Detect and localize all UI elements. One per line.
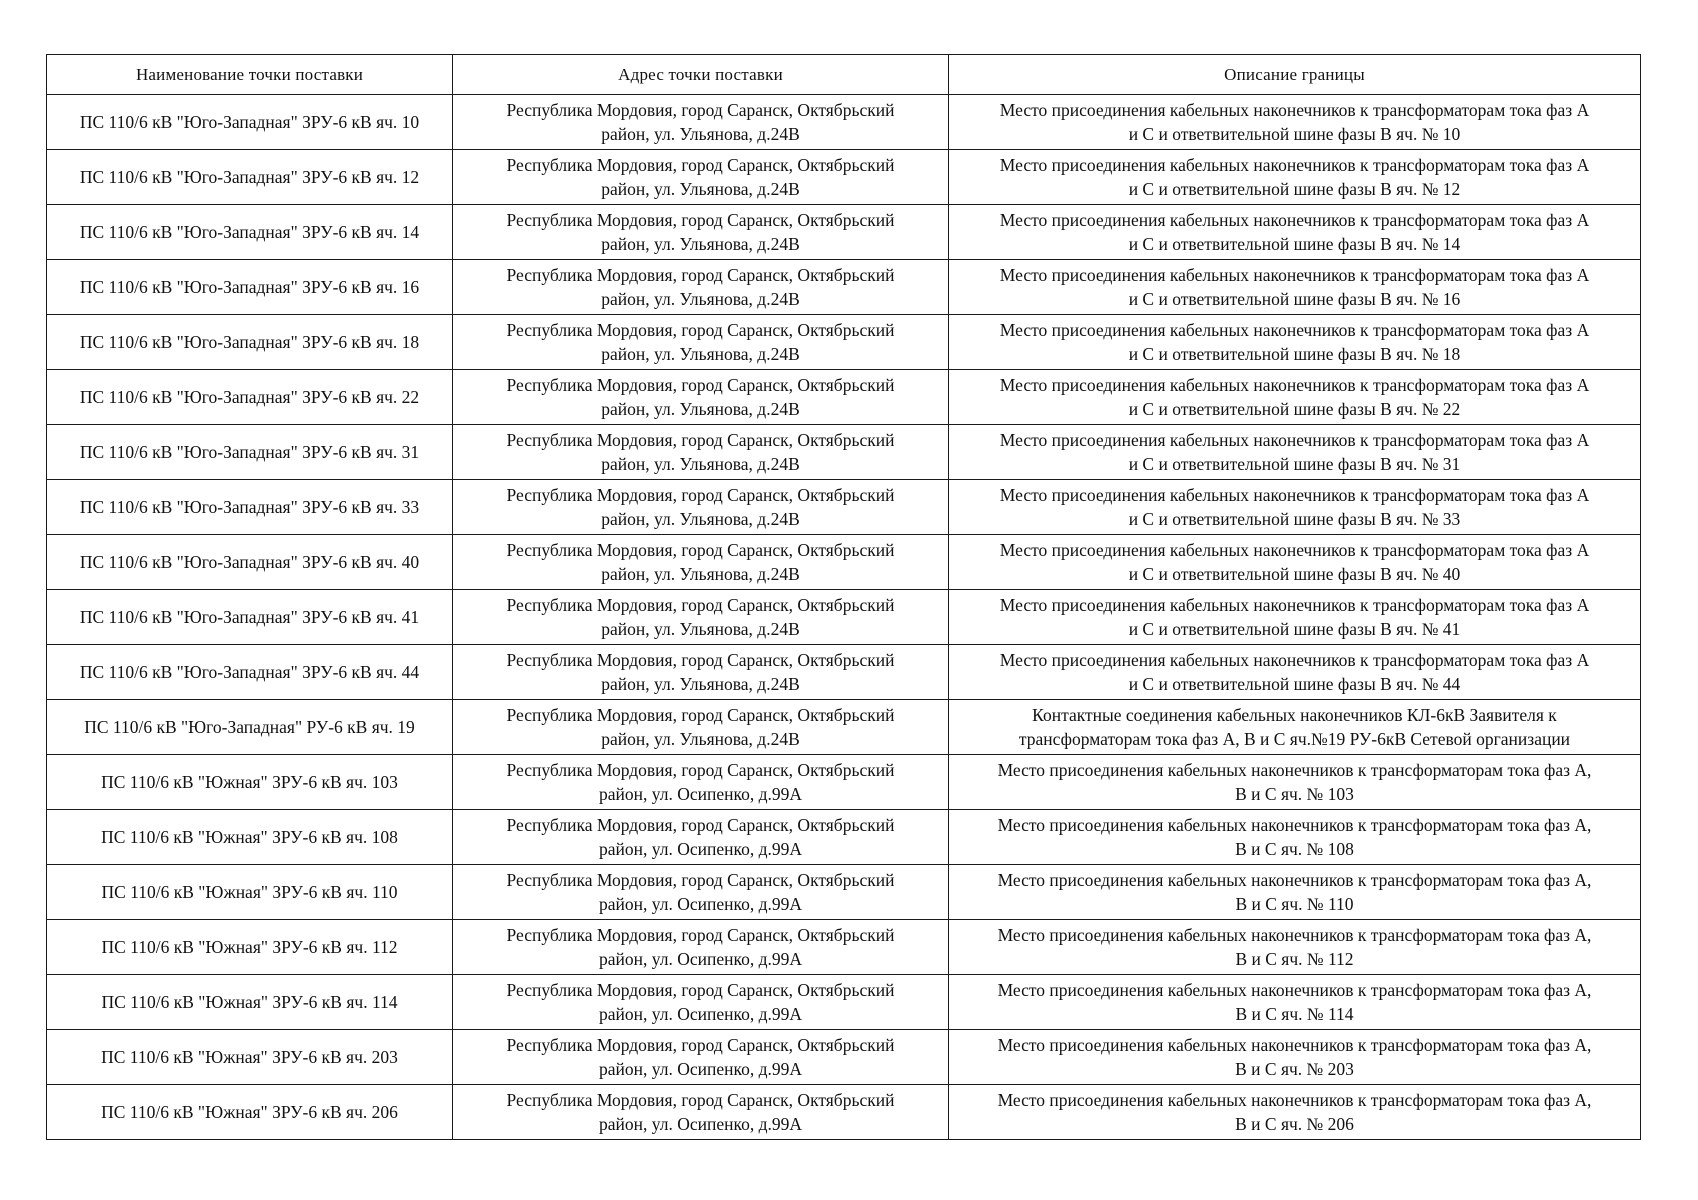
description-line-1: Место присоединения кабельных наконечников к трансформаторам тока фаз А, [997, 870, 1592, 890]
supply-point-address [453, 700, 949, 755]
address-line-1: Республика Мордовия, город Саранск, Октябрьский [506, 925, 895, 945]
table-row [47, 755, 1641, 810]
boundary-description [949, 95, 1641, 150]
address-line-2: район, ул. Ульянова, д.24В [601, 289, 800, 309]
address-line-1: Республика Мордовия, город Саранск, Октябрьский [506, 540, 895, 560]
table-row [47, 480, 1641, 535]
address-line-2: район, ул. Ульянова, д.24В [601, 344, 800, 364]
address-line-2: район, ул. Ульянова, д.24В [601, 124, 800, 144]
description-line-2: В и С яч. № 108 [1235, 839, 1354, 859]
description-line-1: Место присоединения кабельных наконечников к трансформаторам тока фаз А [999, 210, 1590, 230]
description-line-2: и С и ответвительной шине фазы В яч. № 10 [1128, 124, 1461, 144]
supply-point-name: ПС 110/6 кВ "Юго-Западная" ЗРУ-6 кВ яч. 41 [47, 590, 453, 645]
table-row [47, 920, 1641, 975]
supply-point-name: ПС 110/6 кВ "Южная" ЗРУ-6 кВ яч. 112 [47, 920, 453, 975]
description-line-1: Место присоединения кабельных наконечников к трансформаторам тока фаз А [999, 485, 1590, 505]
boundary-description [949, 205, 1641, 260]
description-line-2: В и С яч. № 112 [1235, 949, 1354, 969]
address-line-1: Республика Мордовия, город Саранск, Октябрьский [506, 1035, 895, 1055]
description-line-1: Место присоединения кабельных наконечников к трансформаторам тока фаз А [999, 650, 1590, 670]
boundary-description [949, 920, 1641, 975]
supply-point-name: ПС 110/6 кВ "Южная" ЗРУ-6 кВ яч. 114 [47, 975, 453, 1030]
address-line-2: район, ул. Ульянова, д.24В [601, 674, 800, 694]
address-line-2: район, ул. Осипенко, д.99А [598, 784, 802, 804]
boundary-description [949, 1085, 1641, 1140]
supply-point-name: ПС 110/6 кВ "Юго-Западная" ЗРУ-6 кВ яч. 12 [47, 150, 453, 205]
address-line-1: Республика Мордовия, город Саранск, Октябрьский [506, 155, 895, 175]
boundary-description [949, 260, 1641, 315]
description-line-2: и С и ответвительной шине фазы В яч. № 44 [1128, 674, 1461, 694]
supply-point-address [453, 865, 949, 920]
table-row [47, 150, 1641, 205]
description-line-1: Место присоединения кабельных наконечников к трансформаторам тока фаз А [999, 320, 1590, 340]
address-line-2: район, ул. Ульянова, д.24В [601, 729, 800, 749]
address-line-2: район, ул. Ульянова, д.24В [601, 179, 800, 199]
header-boundary-description: Описание границы [949, 55, 1641, 95]
description-line-2: и С и ответвительной шине фазы В яч. № 33 [1128, 509, 1461, 529]
address-line-2: район, ул. Ульянова, д.24В [601, 454, 800, 474]
supply-point-address [453, 590, 949, 645]
boundary-description [949, 590, 1641, 645]
description-line-2: и С и ответвительной шине фазы В яч. № 12 [1128, 179, 1461, 199]
supply-point-name: ПС 110/6 кВ "Юго-Западная" РУ-6 кВ яч. 19 [47, 700, 453, 755]
supply-point-address [453, 205, 949, 260]
table-row [47, 315, 1641, 370]
boundary-description [949, 975, 1641, 1030]
supply-point-name: ПС 110/6 кВ "Юго-Западная" ЗРУ-6 кВ яч. 33 [47, 480, 453, 535]
description-line-1: Место присоединения кабельных наконечников к трансформаторам тока фаз А [999, 265, 1590, 285]
supply-point-name: ПС 110/6 кВ "Южная" ЗРУ-6 кВ яч. 103 [47, 755, 453, 810]
supply-point-name: ПС 110/6 кВ "Юго-Западная" ЗРУ-6 кВ яч. 10 [47, 95, 453, 150]
description-line-2: В и С яч. № 114 [1235, 1004, 1354, 1024]
description-line-2: и С и ответвительной шине фазы В яч. № 22 [1128, 399, 1461, 419]
supply-point-address [453, 425, 949, 480]
address-line-2: район, ул. Осипенко, д.99А [598, 1114, 802, 1134]
supply-point-address [453, 1085, 949, 1140]
address-line-1: Республика Мордовия, город Саранск, Октябрьский [506, 815, 895, 835]
supply-point-address [453, 480, 949, 535]
address-line-1: Республика Мордовия, город Саранск, Октябрьский [506, 705, 895, 725]
supply-point-name: ПС 110/6 кВ "Юго-Западная" ЗРУ-6 кВ яч. 16 [47, 260, 453, 315]
description-line-2: и С и ответвительной шине фазы В яч. № 18 [1128, 344, 1461, 364]
supply-point-name: ПС 110/6 кВ "Юго-Западная" ЗРУ-6 кВ яч. 31 [47, 425, 453, 480]
table-row [47, 425, 1641, 480]
table-row [47, 1030, 1641, 1085]
supply-point-name: ПС 110/6 кВ "Южная" ЗРУ-6 кВ яч. 206 [47, 1085, 453, 1140]
supply-point-address [453, 315, 949, 370]
description-line-1: Место присоединения кабельных наконечников к трансформаторам тока фаз А [999, 540, 1590, 560]
address-line-2: район, ул. Осипенко, д.99А [598, 839, 802, 859]
boundary-description [949, 645, 1641, 700]
supply-point-name: ПС 110/6 кВ "Юго-Западная" ЗРУ-6 кВ яч. 44 [47, 645, 453, 700]
description-line-2: и С и ответвительной шине фазы В яч. № 40 [1128, 564, 1461, 584]
table-row [47, 645, 1641, 700]
boundary-description [949, 370, 1641, 425]
address-line-1: Республика Мордовия, город Саранск, Октябрьский [506, 870, 895, 890]
supply-point-address [453, 975, 949, 1030]
address-line-2: район, ул. Ульянова, д.24В [601, 234, 800, 254]
supply-point-name: ПС 110/6 кВ "Южная" ЗРУ-6 кВ яч. 203 [47, 1030, 453, 1085]
address-line-1: Республика Мордовия, город Саранск, Октябрьский [506, 320, 895, 340]
address-line-1: Республика Мордовия, город Саранск, Октябрьский [506, 595, 895, 615]
description-line-2: трансформаторам тока фаз А, В и С яч.№19 РУ-6кВ Сетевой организации [1018, 729, 1571, 749]
supply-point-name: ПС 110/6 кВ "Юго-Западная" ЗРУ-6 кВ яч. 22 [47, 370, 453, 425]
boundary-description [949, 150, 1641, 205]
address-line-1: Республика Мордовия, город Саранск, Октябрьский [506, 980, 895, 1000]
address-line-2: район, ул. Ульянова, д.24В [601, 564, 800, 584]
table-header [47, 55, 1641, 95]
description-line-1: Место присоединения кабельных наконечников к трансформаторам тока фаз А [999, 100, 1590, 120]
table-row [47, 810, 1641, 865]
boundary-description [949, 810, 1641, 865]
address-line-2: район, ул. Ульянова, д.24В [601, 619, 800, 639]
table-row [47, 975, 1641, 1030]
address-line-1: Республика Мордовия, город Саранск, Октябрьский [506, 430, 895, 450]
supply-point-name: ПС 110/6 кВ "Южная" ЗРУ-6 кВ яч. 108 [47, 810, 453, 865]
description-line-1: Место присоединения кабельных наконечников к трансформаторам тока фаз А [999, 430, 1590, 450]
table-row [47, 590, 1641, 645]
supply-point-address [453, 755, 949, 810]
address-line-1: Республика Мордовия, город Саранск, Октябрьский [506, 650, 895, 670]
supply-point-address [453, 920, 949, 975]
header-supply-point-address: Адрес точки поставки [453, 55, 949, 95]
description-line-1: Место присоединения кабельных наконечников к трансформаторам тока фаз А, [997, 815, 1592, 835]
description-line-1: Место присоединения кабельных наконечников к трансформаторам тока фаз А, [997, 980, 1592, 1000]
supply-point-address [453, 150, 949, 205]
table-row [47, 700, 1641, 755]
description-line-1: Место присоединения кабельных наконечников к трансформаторам тока фаз А [999, 375, 1590, 395]
address-line-1: Республика Мордовия, город Саранск, Октябрьский [506, 100, 895, 120]
address-line-2: район, ул. Осипенко, д.99А [598, 949, 802, 969]
address-line-1: Республика Мордовия, город Саранск, Октябрьский [506, 760, 895, 780]
address-line-2: район, ул. Осипенко, д.99А [598, 894, 802, 914]
description-line-2: В и С яч. № 203 [1235, 1059, 1354, 1079]
table-row [47, 205, 1641, 260]
table-row [47, 370, 1641, 425]
description-line-2: и С и ответвительной шине фазы В яч. № 41 [1128, 619, 1461, 639]
supply-point-name: ПС 110/6 кВ "Юго-Западная" ЗРУ-6 кВ яч. 18 [47, 315, 453, 370]
address-line-2: район, ул. Ульянова, д.24В [601, 399, 800, 419]
address-line-1: Республика Мордовия, город Саранск, Октябрьский [506, 210, 895, 230]
address-line-1: Республика Мордовия, город Саранск, Октябрьский [506, 1090, 895, 1110]
boundary-description [949, 480, 1641, 535]
table-body [47, 95, 1641, 1140]
supply-points-table [46, 54, 1641, 1140]
description-line-2: В и С яч. № 110 [1235, 894, 1354, 914]
boundary-description [949, 425, 1641, 480]
address-line-2: район, ул. Осипенко, д.99А [598, 1004, 802, 1024]
supply-point-address [453, 810, 949, 865]
description-line-2: и С и ответвительной шине фазы В яч. № 31 [1128, 454, 1461, 474]
address-line-2: район, ул. Ульянова, д.24В [601, 509, 800, 529]
description-line-2: и С и ответвительной шине фазы В яч. № 14 [1128, 234, 1461, 254]
boundary-description [949, 700, 1641, 755]
description-line-1: Место присоединения кабельных наконечников к трансформаторам тока фаз А [999, 595, 1590, 615]
table-row [47, 1085, 1641, 1140]
header-supply-point-name: Наименование точки поставки [47, 55, 453, 95]
table-row [47, 535, 1641, 590]
supply-point-address [453, 1030, 949, 1085]
description-line-1: Место присоединения кабельных наконечников к трансформаторам тока фаз А, [997, 925, 1592, 945]
supply-point-name: ПС 110/6 кВ "Юго-Западная" ЗРУ-6 кВ яч. 14 [47, 205, 453, 260]
boundary-description [949, 865, 1641, 920]
supply-point-name: ПС 110/6 кВ "Южная" ЗРУ-6 кВ яч. 110 [47, 865, 453, 920]
description-line-1: Место присоединения кабельных наконечников к трансформаторам тока фаз А [999, 155, 1590, 175]
supply-point-name: ПС 110/6 кВ "Юго-Западная" ЗРУ-6 кВ яч. 40 [47, 535, 453, 590]
table-row [47, 865, 1641, 920]
description-line-1: Контактные соединения кабельных наконечников КЛ-6кВ Заявителя к [1032, 705, 1557, 725]
boundary-description [949, 1030, 1641, 1085]
description-line-2: В и С яч. № 103 [1235, 784, 1354, 804]
supply-point-address [453, 370, 949, 425]
supply-point-address [453, 95, 949, 150]
boundary-description [949, 755, 1641, 810]
description-line-1: Место присоединения кабельных наконечников к трансформаторам тока фаз А, [997, 760, 1592, 780]
table-row [47, 260, 1641, 315]
supply-point-address [453, 260, 949, 315]
description-line-1: Место присоединения кабельных наконечников к трансформаторам тока фаз А, [997, 1035, 1592, 1055]
boundary-description [949, 315, 1641, 370]
table-row [47, 95, 1641, 150]
supply-point-address [453, 645, 949, 700]
address-line-1: Республика Мордовия, город Саранск, Октябрьский [506, 265, 895, 285]
description-line-2: В и С яч. № 206 [1235, 1114, 1354, 1134]
description-line-2: и С и ответвительной шине фазы В яч. № 16 [1128, 289, 1461, 309]
description-line-1: Место присоединения кабельных наконечников к трансформаторам тока фаз А, [997, 1090, 1592, 1110]
address-line-1: Республика Мордовия, город Саранск, Октябрьский [506, 375, 895, 395]
supply-point-address [453, 535, 949, 590]
address-line-1: Республика Мордовия, город Саранск, Октябрьский [506, 485, 895, 505]
boundary-description [949, 535, 1641, 590]
header-row [47, 55, 1641, 95]
address-line-2: район, ул. Осипенко, д.99А [598, 1059, 802, 1079]
